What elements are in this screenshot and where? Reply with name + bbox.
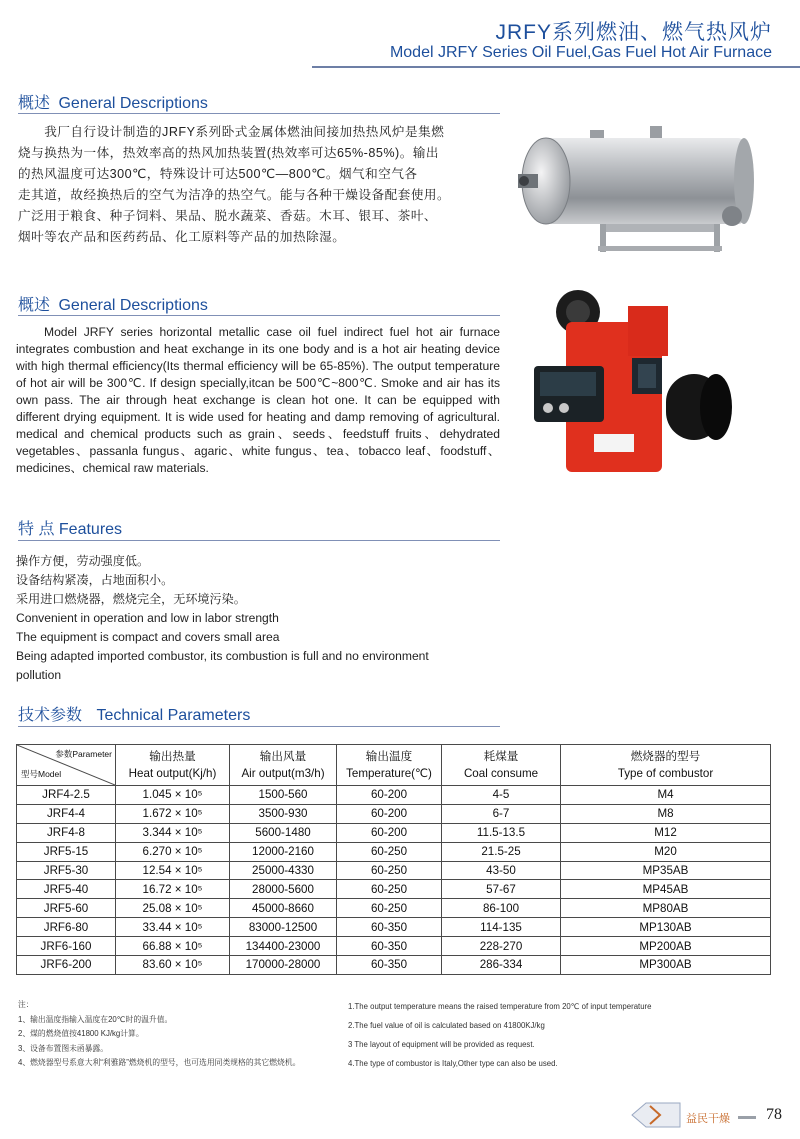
table-cell: 16.72 × 10⁵ <box>116 880 230 899</box>
table-cell: M4 <box>561 786 771 805</box>
section-heading-cn: 概述 <box>18 297 51 314</box>
description-en: Model JRFY series horizontal metallic case oil fuel indirect fuel hot air furnace integrates combustion and heat exchange in its one body and is a hot air heating device with high thermal efficiency(Its thermal efficiency will be 65-85%). The output temperature of hot air will be 300℃. If design specially,itcan be 500℃~800℃. Smoke and air has its own pass. The air through heat exchange is clean hot one. It can be equipped with different drying equipment. It is wide used for heating and damp removing of agricultural. medical and chemical products such as grain、seeds、feedstuff fruits、dehydrated vegetables、passanla fungus、agaric、white fungus、tea、tobacco leaf、foodstuff、medicines、chemical raw materials. <box>16 325 500 475</box>
table-row <box>17 823 771 842</box>
table-cell: 170000-28000 <box>230 956 337 975</box>
table-cell: 60-200 <box>337 804 442 823</box>
technical-parameters-table <box>16 744 771 975</box>
note-item: 3 The layout of equipment will be provided as request. <box>348 1040 535 1049</box>
section-heading-en: Technical Parameters <box>96 707 251 724</box>
table-cell: M12 <box>561 823 771 842</box>
table-cell: 83.60 × 10⁵ <box>116 956 230 975</box>
table-cell: JRF5-40 <box>17 880 116 899</box>
table-cell: 60-200 <box>337 823 442 842</box>
description-line: 烟叶等农产品和医药药品、化工原料等产品的加热除湿。 <box>18 230 346 244</box>
feature-item: pollution <box>16 668 62 682</box>
title-divider <box>312 66 800 68</box>
table-cell: 60-200 <box>337 786 442 805</box>
table-cell: 11.5-13.5 <box>442 823 561 842</box>
table-cell: 3500-930 <box>230 804 337 823</box>
note-item: 2、煤的燃烧值按41800 KJ/kg计算。 <box>18 1029 144 1038</box>
table-cell: MP200AB <box>561 937 771 956</box>
table-row <box>17 937 771 956</box>
feature-item: The equipment is compact and covers small area <box>16 630 280 644</box>
table-cell: 57-67 <box>442 880 561 899</box>
page-number: 78 <box>766 1106 782 1123</box>
table-cell: 25.08 × 10⁵ <box>116 899 230 918</box>
table-cell: 6-7 <box>442 804 561 823</box>
table-cell: 33.44 × 10⁵ <box>116 918 230 937</box>
table-header-row <box>17 745 771 786</box>
feature-item: 操作方便，劳动强度低。 <box>16 554 150 568</box>
table-cell: 12000-2160 <box>230 842 337 861</box>
section-divider <box>18 726 500 727</box>
note-item: 4、燃烧器型号系意大利“利雅路”燃烧机的型号，也可选用同类规格的其它燃烧机。 <box>18 1058 301 1067</box>
column-header: 输出风量 Air output(m3/h) <box>230 745 337 786</box>
table-cell: 134400-23000 <box>230 937 337 956</box>
section-divider <box>18 540 500 541</box>
table-cell: 60-250 <box>337 861 442 880</box>
table-cell: JRF4-2.5 <box>17 786 116 805</box>
table-row <box>17 861 771 880</box>
description-line: 走其道，故经换热后的空气为洁净的热空气。能与各种干燥设备配套使用。 <box>18 188 451 202</box>
feature-item: Convenient in operation and low in labor strength <box>16 611 279 625</box>
section-heading-cn: 概述 <box>18 95 51 112</box>
table-cell: 60-350 <box>337 918 442 937</box>
table-cell: 1.045 × 10⁵ <box>116 786 230 805</box>
description-line: 烧与换热为一体，热效率高的热风加热装置(热效率可达65%-85%)。输出 <box>18 146 440 160</box>
hot-air-furnace-image <box>510 108 770 268</box>
table-cell: JRF6-160 <box>17 937 116 956</box>
section-divider <box>18 113 500 114</box>
table-cell: 5600-1480 <box>230 823 337 842</box>
table-cell: 28000-5600 <box>230 880 337 899</box>
table-cell: 228-270 <box>442 937 561 956</box>
table-cell: 66.88 × 10⁵ <box>116 937 230 956</box>
section-heading-descriptions-cn <box>18 90 208 113</box>
table-cell: JRF6-80 <box>17 918 116 937</box>
table-row <box>17 786 771 805</box>
section-heading-descriptions-en <box>18 292 208 315</box>
table-cell: JRF5-15 <box>17 842 116 861</box>
table-cell: MP45AB <box>561 880 771 899</box>
table-row <box>17 918 771 937</box>
section-divider <box>18 315 500 316</box>
table-cell: 43-50 <box>442 861 561 880</box>
table-cell: 286-334 <box>442 956 561 975</box>
section-heading-en: General Descriptions <box>58 297 208 314</box>
table-cell: 3.344 × 10⁵ <box>116 823 230 842</box>
note-item: 4.The type of combustor is Italy,Other type can also be used. <box>348 1059 558 1068</box>
section-heading-en: Features <box>58 521 123 538</box>
page-title-cn: JRFY系列燃油、燃气热风炉 <box>495 21 772 44</box>
table-row <box>17 880 771 899</box>
table-cell: 60-350 <box>337 956 442 975</box>
note-item: 1.The output temperature means the raised temperature from 20℃ of input temperature <box>348 1002 652 1011</box>
column-header: 耗煤量 Coal consume <box>442 745 561 786</box>
section-heading-en: General Descriptions <box>58 95 208 112</box>
feature-item: 设备结构紧凑，占地面积小。 <box>16 573 174 587</box>
table-cell: 45000-8660 <box>230 899 337 918</box>
table-cell: 6.270 × 10⁵ <box>116 842 230 861</box>
burner-image <box>528 284 748 484</box>
column-header: 输出热量 Heat output(Kj/h) <box>116 745 230 786</box>
table-cell: 21.5-25 <box>442 842 561 861</box>
feature-item: Being adapted imported combustor, its combustion is full and no environment <box>16 649 429 663</box>
section-heading-cn: 特 点 <box>18 521 55 538</box>
table-cell: 60-250 <box>337 880 442 899</box>
table-cell: MP35AB <box>561 861 771 880</box>
table-cell: JRF6-200 <box>17 956 116 975</box>
table-cell: 86-100 <box>442 899 561 918</box>
table-row <box>17 956 771 975</box>
column-header: 输出温度 Temperature(℃) <box>337 745 442 786</box>
description-line: 我厂自行设计制造的JRFY系列卧式金属体燃油间接加热热风炉是集燃 <box>18 125 445 139</box>
corner-label-parameter: 参数Parameter <box>55 749 112 759</box>
table-cell: 60-350 <box>337 937 442 956</box>
brand-logo-icon <box>628 1100 684 1130</box>
table-cell: M8 <box>561 804 771 823</box>
section-heading-cn: 技术参数 <box>18 707 83 724</box>
note-item: 3、设备布置图未函暴露。 <box>18 1043 109 1053</box>
table-cell: JRF4-8 <box>17 823 116 842</box>
table-cell: 83000-12500 <box>230 918 337 937</box>
table-cell: M20 <box>561 842 771 861</box>
table-cell: 114-135 <box>442 918 561 937</box>
features-list <box>16 552 500 685</box>
table-cell: 25000-4330 <box>230 861 337 880</box>
section-heading-technical <box>18 702 250 725</box>
table-cell: 4-5 <box>442 786 561 805</box>
table-cell: MP130AB <box>561 918 771 937</box>
page-title-en: Model JRFY Series Oil Fuel,Gas Fuel Hot Air Furnace <box>389 44 772 61</box>
table-row <box>17 804 771 823</box>
description-line: 的热风温度可达300℃，特殊设计可达500℃—800℃。烟气和空气各 <box>18 167 418 181</box>
note-item: 2.The fuel value of oil is calculated based on 41800KJ/kg <box>348 1021 545 1030</box>
notes-label: 注： <box>18 1000 34 1009</box>
table-cell: JRF4-4 <box>17 804 116 823</box>
section-heading-features <box>18 516 122 539</box>
description-cn <box>18 122 508 248</box>
table-row <box>17 842 771 861</box>
table-cell: 1.672 × 10⁵ <box>116 804 230 823</box>
corner-label-model: 型号Model <box>21 769 62 779</box>
table-cell: JRF5-60 <box>17 899 116 918</box>
table-cell: 12.54 × 10⁵ <box>116 861 230 880</box>
table-cell: JRF5-30 <box>17 861 116 880</box>
feature-item: 采用进口燃烧器，燃烧完全，无环境污染。 <box>16 592 246 606</box>
table-cell: 60-250 <box>337 842 442 861</box>
table-cell: MP80AB <box>561 899 771 918</box>
footer-brand-name: 益民干燥 <box>686 1113 730 1125</box>
column-header: 燃烧器的型号 Type of combustor <box>561 745 771 786</box>
table-row <box>17 899 771 918</box>
note-item: 1、输出温度指输入温度在20℃时的温升值。 <box>18 1014 173 1024</box>
notes-en <box>348 997 768 1073</box>
description-line: 广泛用于粮食、种子饲料、果品、脱水蔬菜、香菇。木耳、银耳、茶叶、 <box>18 209 437 223</box>
table-cell: 1500-560 <box>230 786 337 805</box>
table-corner-cell <box>17 745 116 786</box>
table-cell: MP300AB <box>561 956 771 975</box>
table-cell: 60-250 <box>337 899 442 918</box>
footer-rule <box>738 1116 756 1119</box>
notes-cn <box>18 998 338 1071</box>
